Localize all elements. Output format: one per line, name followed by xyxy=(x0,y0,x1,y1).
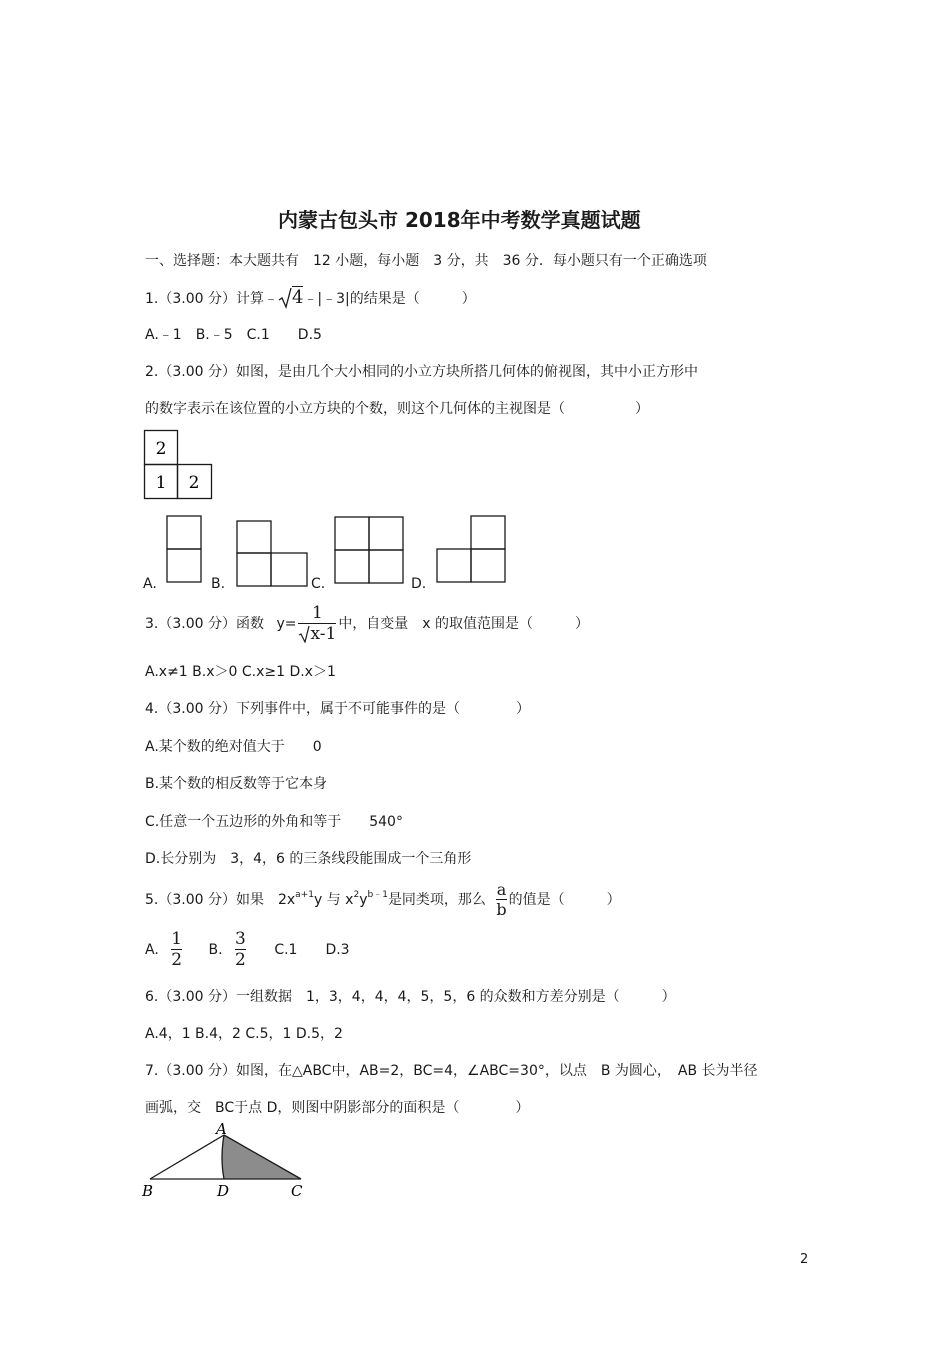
question-4-option-a: A.某个数的绝对值大于 0 xyxy=(145,739,322,755)
question-4-option-b: B.某个数的相反数等于它本身 xyxy=(145,776,328,792)
q2-option-b-figure xyxy=(236,520,310,588)
question-7-line1: 7.（3.00 分）如图，在△ABC中，AB=2，BC=4，∠ABC=30°，以点 B 为圆心， AB 长为半径 xyxy=(145,1063,758,1079)
q3-fraction xyxy=(298,604,336,644)
q5-prefix: 5.（3.00 分）如果 2x xyxy=(145,892,296,908)
q2-option-b-label: B. xyxy=(211,576,226,592)
q3-lhs: y= xyxy=(276,616,297,632)
q5-exponent-1: a+1 xyxy=(295,890,314,900)
q2-option-d-figure xyxy=(436,515,508,585)
side-ab xyxy=(150,1135,224,1179)
question-4-option-d: D.长分别为 3，4，6 的三条线段能围成一个三角形 xyxy=(145,851,472,867)
question-5-stem xyxy=(145,880,621,920)
q1-radicand: 4 xyxy=(291,287,304,308)
label-b: B xyxy=(142,1182,154,1200)
q5-option-a-label: A. xyxy=(145,942,159,958)
page-number: 2 xyxy=(800,1252,809,1267)
question-6-options: A.4，1 B.4，2 C.5，1 D.5，2 xyxy=(145,1026,343,1042)
label-a: A xyxy=(216,1120,227,1138)
q5-option-rest: C.1 D.3 xyxy=(274,942,350,958)
triangle-abc-figure xyxy=(138,1120,310,1204)
grid-cell-bottom-left: 1 xyxy=(155,473,167,493)
sqrt-symbol-icon xyxy=(278,287,292,309)
question-4-stem: 4.（3.00 分）下列事件中，属于不可能事件的是（ ） xyxy=(145,701,530,717)
q5-option-a-numerator: 1 xyxy=(171,929,183,949)
grid-cell-bottom-right: 2 xyxy=(188,473,200,493)
top-view-grid-figure xyxy=(143,429,215,501)
q5-fraction-numerator: a xyxy=(496,880,507,899)
q5-option-b-fraction xyxy=(235,930,246,970)
q5-option-b-numerator: 3 xyxy=(235,929,246,949)
q5-fraction-denominator: b xyxy=(496,900,507,919)
q3-numerator: 1 xyxy=(311,603,323,623)
question-6-stem: 6.（3.00 分）一组数据 1，3，4，4，4，5，5，6 的众数和方差分别是（ ） xyxy=(145,989,676,1005)
section-heading: 一、选择题：本大题共有 12 小题，每小题 3 分，共 36 分．每小题只有一个正确选项 xyxy=(145,253,707,269)
question-2-line2: 的数字表示在该位置的小立方块的个数，则这个几何体的主视图是（ ） xyxy=(145,401,649,417)
q2-option-a-figure xyxy=(166,515,204,585)
label-c: C xyxy=(291,1182,303,1200)
q2-option-a-label: A. xyxy=(143,576,157,592)
q5-mid-1: y 与 x xyxy=(313,892,354,908)
grid-cell-top: 2 xyxy=(155,439,167,459)
q5-option-a-fraction xyxy=(171,930,182,970)
q5-option-b-label: B. xyxy=(208,942,223,958)
question-2-line1: 2.（3.00 分）如图，是由几个大小相同的小立方块所搭几何体的俯视图，其中小正方形中 xyxy=(145,364,698,380)
sqrt-symbol-icon xyxy=(298,625,310,643)
question-4-option-c: C.任意一个五边形的外角和等于 540° xyxy=(145,814,403,830)
q3-suffix: 中，自变量 x 的取值范围是（ ） xyxy=(338,616,590,632)
page-title: 内蒙古包头市 2018年中考数学真题试题 xyxy=(278,208,641,232)
q2-option-c-label: C. xyxy=(311,576,326,592)
question-1-options: A.﹣1 B.﹣5 C.1 D.5 xyxy=(145,327,322,343)
q2-option-c-figure xyxy=(334,516,406,586)
question-1-stem xyxy=(145,287,476,309)
q5-fraction xyxy=(496,880,506,920)
label-d: D xyxy=(217,1182,230,1200)
question-3-stem xyxy=(145,604,589,644)
q5-option-a-denominator: 2 xyxy=(171,950,183,970)
q5-mid-2: y xyxy=(359,892,368,908)
q5-mid-3: 是同类项，那么 xyxy=(387,892,486,908)
question-3-options: A.x≠1 B.x＞0 C.x≥1 D.x＞1 xyxy=(145,664,336,680)
q1-prefix: 1.（3.00 分）计算﹣ xyxy=(145,291,278,307)
q3-radicand: x-1 xyxy=(310,624,337,644)
question-7-line2: 画弧，交 BC于点 D，则图中阴影部分的面积是（ ） xyxy=(145,1100,530,1116)
q5-option-b-denominator: 2 xyxy=(235,950,246,970)
q1-suffix: ﹣|﹣3|的结果是（ ） xyxy=(303,291,476,307)
q3-denominator xyxy=(298,623,336,644)
question-5-options xyxy=(145,930,350,970)
q5-exponent-2: 2 xyxy=(353,890,360,900)
q5-exponent-3: b﹣1 xyxy=(367,890,388,900)
q5-suffix: 的值是（ ） xyxy=(508,892,621,908)
q2-option-d-label: D. xyxy=(411,576,427,592)
q3-prefix: 3.（3.00 分）函数 xyxy=(145,616,264,632)
